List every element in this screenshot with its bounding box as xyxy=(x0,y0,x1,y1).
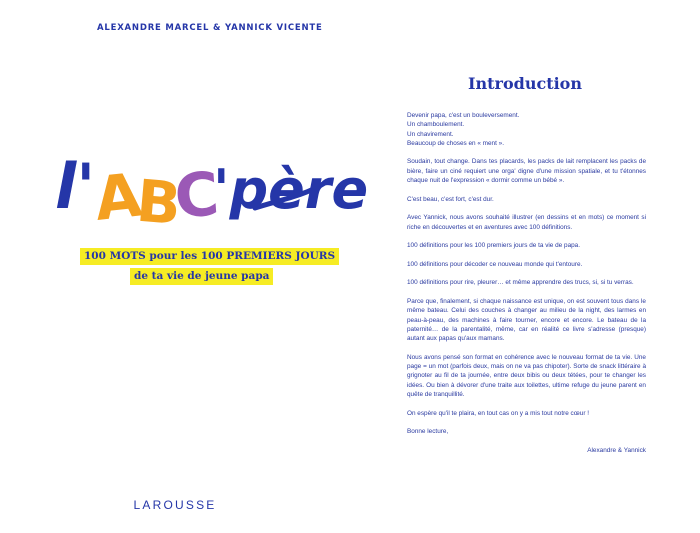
page-title: Introduction xyxy=(468,74,582,93)
introduction-page xyxy=(350,0,700,533)
signature: Alexandre & Yannick xyxy=(587,446,646,454)
subtitle-line-2: de ta vie de jeune papa xyxy=(130,268,273,285)
logo-part-c: C xyxy=(172,159,222,233)
logo-graphic xyxy=(55,138,369,239)
paragraph-11: Bonne lecture, xyxy=(407,428,449,436)
paragraph-7: 100 définitions pour rire, pleurer… et même apprendre des trucs, si, si tu verras. xyxy=(407,279,634,287)
paragraph-9: Nous avons pensé son format en cohérence avec le nouveau format de ta vie. Une page = un mot (parfois deux, mais on ne va pas chipoter). Sorte de snack littéraire à grignoter au fil de ta journée, entre deux bibis ou deux tétées, pour te changer les idées. Ou bien à dévorer d'une traite aux toilettes, ultime refuge du jeune parent en quête de tranquillité. xyxy=(407,353,646,398)
publisher-logo: LAROUSSE xyxy=(133,498,217,512)
paragraph-2: Soudain, tout change. Dans tes placards, les packs de lait remplacent les packs de bière, faire un ciné requiert une orga' digne d'une mission spatiale, et tu t'étonnes chaque nuit de l'expression « dormir comme un bébé ». xyxy=(407,158,646,185)
paragraph-3: C'est beau, c'est fort, c'est dur. xyxy=(407,195,494,203)
paragraph-4: Avec Yannick, nous avons souhaité illustrer (en dessins et en mots) ce moment si riche en découvertes et en aventures avec 100 définitions. xyxy=(407,214,646,231)
logo-part-pere: 'père xyxy=(213,158,369,221)
paragraph-6: 100 définitions pour décoder ce nouveau monde qui t'entoure. xyxy=(407,260,583,268)
paragraph-10: On espère qu'il te plaira, en tout cas on y a mis tout notre cœur ! xyxy=(407,409,590,417)
paragraph-8: Parce que, finalement, si chaque naissance est unique, on est souvent tous dans le même bateau. Celui des couches à changer au milieu de la night, des larmes en peau-à-peau, des machines à faire tourner, encore et encore. Le bateau de la paternité… de la parentalité, même, car en réalité ce livre s'adresse (presque) autant aux papas qu'aux mamans. xyxy=(407,297,646,343)
logo-part-l: l' xyxy=(55,150,96,223)
authors: ALEXANDRE MARCEL & YANNICK VICENTE xyxy=(97,23,323,33)
logo-part-b: B xyxy=(133,166,184,239)
introduction-body xyxy=(407,111,646,464)
paragraph-1: Devenir papa, c'est un bouleversement. Un chamboulement. Un chavirement. Beaucoup de choses en « ment ». xyxy=(407,112,520,147)
logo-part-a: A xyxy=(91,160,145,235)
subtitle-line-1: 100 MOTS pour les 100 PREMIERS JOURS xyxy=(80,248,339,265)
paragraph-5: 100 définitions pour les 100 premiers jours de ta vie de papa. xyxy=(407,242,581,250)
book-title-logo xyxy=(55,138,369,239)
